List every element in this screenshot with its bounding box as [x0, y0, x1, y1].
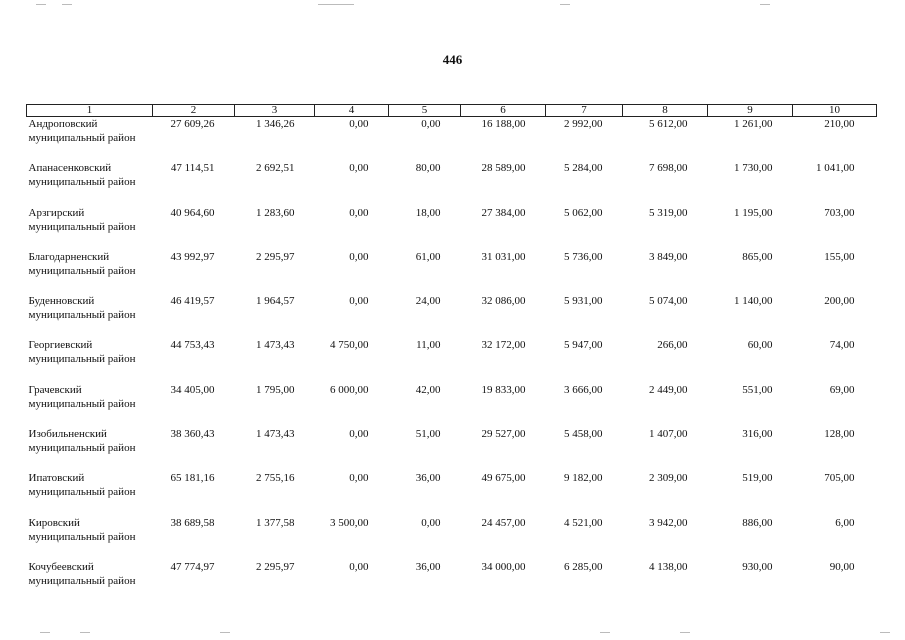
value-cell-col-2: 27 609,26: [170, 118, 215, 130]
value-cell-col-3: 1 346,26: [256, 118, 295, 130]
value-cell-col-2: 47 114,51: [170, 162, 215, 175]
district-name: Андроповский: [28, 118, 98, 130]
table-row: [27, 383, 877, 427]
value-cell-col-10: 200,00: [824, 295, 855, 308]
value-cell-col-9: 1 140,00: [734, 295, 773, 308]
value-cell-col-2: 46 419,57: [170, 295, 215, 308]
district-name: Апанасенковский: [28, 162, 112, 175]
column-header: 8: [623, 105, 708, 117]
value-cell-col-7: 9 182,00: [564, 472, 603, 485]
district-type: муниципальный район: [28, 397, 136, 410]
value-cell-col-4: 0,00: [349, 162, 369, 175]
value-cell-col-2: 43 992,97: [170, 250, 215, 263]
district-name-cell: [27, 206, 153, 250]
value-cell-col-6: 34 000,00: [481, 560, 526, 573]
district-type: муниципальный район: [28, 486, 136, 499]
district-type: муниципальный район: [28, 264, 136, 277]
district-type: муниципальный район: [28, 574, 136, 587]
value-cell-col-8: 5 319,00: [649, 206, 688, 219]
value-cell-col-9: 316,00: [742, 428, 773, 441]
value-cell-col-6: 24 457,00: [481, 516, 526, 529]
value-cell-col-6: 32 172,00: [481, 339, 526, 352]
value-cell-col-6: 27 384,00: [481, 206, 526, 219]
value-cell-col-3: 2 295,97: [256, 250, 295, 263]
district-type: муниципальный район: [28, 353, 136, 366]
column-header: 1: [27, 105, 153, 117]
value-cell-col-10: 703,00: [824, 206, 855, 219]
column-number-row: [27, 105, 877, 117]
value-cell-col-3: 1 473,43: [256, 428, 295, 441]
value-cell-col-3: 2 755,16: [256, 472, 295, 485]
district-name-cell: [27, 471, 153, 515]
value-cell-col-4: 0,00: [349, 250, 369, 263]
value-cell-col-3: 1 795,00: [256, 383, 295, 396]
value-cell-col-9: 60,00: [747, 339, 773, 352]
value-cell-col-9: 519,00: [742, 472, 773, 485]
district-name: Кочубеевский: [28, 560, 94, 573]
value-cell-col-6: 32 086,00: [481, 295, 526, 308]
district-name-cell: [27, 560, 153, 604]
column-header: 10: [793, 105, 877, 117]
value-cell-col-4: 0,00: [349, 206, 369, 219]
value-cell-col-5: 36,00: [415, 560, 441, 573]
value-cell-col-7: 5 931,00: [564, 295, 603, 308]
value-cell-col-6: 19 833,00: [481, 383, 526, 396]
value-cell-col-5: 36,00: [415, 472, 441, 485]
value-cell-col-8: 2 449,00: [649, 383, 688, 396]
value-cell-col-3: 2 295,97: [256, 560, 295, 573]
district-type: муниципальный район: [28, 530, 136, 543]
page-number: 446: [442, 52, 463, 67]
value-cell-col-6: 29 527,00: [481, 428, 526, 441]
value-cell-col-7: 2 992,00: [564, 118, 603, 130]
value-cell-col-8: 1 407,00: [649, 428, 688, 441]
value-cell-col-9: 886,00: [742, 516, 773, 529]
value-cell-col-10: 74,00: [829, 339, 855, 352]
district-type: муниципальный район: [28, 220, 136, 233]
district-name-cell: [27, 516, 153, 560]
table-row: [27, 471, 877, 515]
value-cell-col-4: 6 000,00: [330, 383, 369, 396]
value-cell-col-9: 551,00: [742, 383, 773, 396]
value-cell-col-6: 49 675,00: [481, 472, 526, 485]
table-row: [27, 338, 877, 382]
district-name: Изобильненский: [28, 428, 107, 441]
district-name-cell: [27, 427, 153, 471]
district-name: Ипатовский: [28, 472, 85, 485]
district-type: муниципальный район: [28, 309, 136, 322]
table-row: [27, 427, 877, 471]
value-cell-col-7: 5 458,00: [564, 428, 603, 441]
value-cell-col-9: 865,00: [742, 250, 773, 263]
value-cell-col-9: 1 195,00: [734, 206, 773, 219]
district-name: Арзгирский: [28, 206, 85, 219]
value-cell-col-3: 1 964,57: [256, 295, 295, 308]
value-cell-col-4: 0,00: [349, 118, 369, 130]
value-cell-col-2: 44 753,43: [170, 339, 215, 352]
value-cell-col-4: 3 500,00: [330, 516, 369, 529]
table-row: [27, 294, 877, 338]
district-name-cell: [27, 117, 153, 162]
value-cell-col-3: 1 283,60: [256, 206, 295, 219]
value-cell-col-8: 3 849,00: [649, 250, 688, 263]
value-cell-col-7: 6 285,00: [564, 560, 603, 573]
value-cell-col-4: 0,00: [349, 560, 369, 573]
data-table-container: [26, 104, 876, 604]
value-cell-col-4: 4 750,00: [330, 339, 369, 352]
value-cell-col-2: 65 181,16: [170, 472, 215, 485]
table-header: [27, 105, 877, 117]
district-name-cell: [27, 338, 153, 382]
table-row: [27, 250, 877, 294]
data-table: [26, 104, 877, 604]
column-header: 3: [235, 105, 315, 117]
column-header: 4: [315, 105, 389, 117]
value-cell-col-8: 266,00: [657, 339, 688, 352]
value-cell-col-3: 2 692,51: [256, 162, 295, 175]
value-cell-col-2: 38 360,43: [170, 428, 215, 441]
column-header: 7: [546, 105, 623, 117]
value-cell-col-4: 0,00: [349, 295, 369, 308]
district-name: Грачевский: [28, 383, 82, 396]
district-name-cell: [27, 250, 153, 294]
district-name: Георгиевский: [28, 339, 93, 352]
column-header: 6: [461, 105, 546, 117]
district-name-cell: [27, 383, 153, 427]
value-cell-col-4: 0,00: [349, 428, 369, 441]
value-cell-col-10: 1 041,00: [816, 162, 855, 175]
value-cell-col-8: 7 698,00: [649, 162, 688, 175]
value-cell-col-9: 1 261,00: [734, 118, 773, 130]
value-cell-col-4: 0,00: [349, 472, 369, 485]
value-cell-col-5: 61,00: [415, 250, 441, 263]
district-type: муниципальный район: [28, 132, 136, 144]
column-header: 9: [708, 105, 793, 117]
value-cell-col-5: 51,00: [415, 428, 441, 441]
column-header: 2: [153, 105, 235, 117]
value-cell-col-6: 28 589,00: [481, 162, 526, 175]
value-cell-col-10: 705,00: [824, 472, 855, 485]
value-cell-col-5: 11,00: [416, 339, 441, 352]
value-cell-col-2: 40 964,60: [170, 206, 215, 219]
scan-artifact-bottom: [0, 632, 905, 635]
value-cell-col-5: 18,00: [415, 206, 441, 219]
column-header: 5: [389, 105, 461, 117]
district-name: Благодарненский: [28, 250, 110, 263]
table-row: [27, 516, 877, 560]
district-type: муниципальный район: [28, 176, 136, 189]
district-type: муниципальный район: [28, 442, 136, 455]
value-cell-col-3: 1 377,58: [256, 516, 295, 529]
value-cell-col-8: 4 138,00: [649, 560, 688, 573]
value-cell-col-5: 42,00: [415, 383, 441, 396]
table-row: [27, 206, 877, 250]
value-cell-col-5: 0,00: [421, 516, 441, 529]
table-row: [27, 117, 877, 162]
value-cell-col-7: 5 284,00: [564, 162, 603, 175]
value-cell-col-10: 69,00: [829, 383, 855, 396]
value-cell-col-8: 2 309,00: [649, 472, 688, 485]
scan-artifact-top: [0, 4, 905, 7]
value-cell-col-10: 6,00: [835, 516, 855, 529]
table-body: [27, 117, 877, 605]
district-name-cell: [27, 161, 153, 205]
value-cell-col-8: 5 612,00: [649, 118, 688, 130]
value-cell-col-6: 31 031,00: [481, 250, 526, 263]
value-cell-col-8: 3 942,00: [649, 516, 688, 529]
value-cell-col-10: 155,00: [824, 250, 855, 263]
value-cell-col-7: 5 062,00: [564, 206, 603, 219]
value-cell-col-9: 930,00: [742, 560, 773, 573]
value-cell-col-7: 4 521,00: [564, 516, 603, 529]
value-cell-col-7: 5 736,00: [564, 250, 603, 263]
value-cell-col-5: 0,00: [421, 118, 441, 130]
value-cell-col-6: 16 188,00: [481, 118, 526, 130]
district-name: Буденновский: [28, 295, 95, 308]
value-cell-col-7: 5 947,00: [564, 339, 603, 352]
value-cell-col-3: 1 473,43: [256, 339, 295, 352]
value-cell-col-7: 3 666,00: [564, 383, 603, 396]
district-name-cell: [27, 294, 153, 338]
value-cell-col-10: 210,00: [824, 118, 855, 130]
value-cell-col-2: 34 405,00: [170, 383, 215, 396]
value-cell-col-10: 128,00: [824, 428, 855, 441]
value-cell-col-5: 80,00: [415, 162, 441, 175]
table-row: [27, 161, 877, 205]
value-cell-col-2: 47 774,97: [170, 560, 215, 573]
table-row: [27, 560, 877, 604]
value-cell-col-9: 1 730,00: [734, 162, 773, 175]
value-cell-col-10: 90,00: [829, 560, 855, 573]
value-cell-col-5: 24,00: [415, 295, 441, 308]
value-cell-col-8: 5 074,00: [649, 295, 688, 308]
district-name: Кировский: [28, 516, 80, 529]
value-cell-col-2: 38 689,58: [170, 516, 215, 529]
